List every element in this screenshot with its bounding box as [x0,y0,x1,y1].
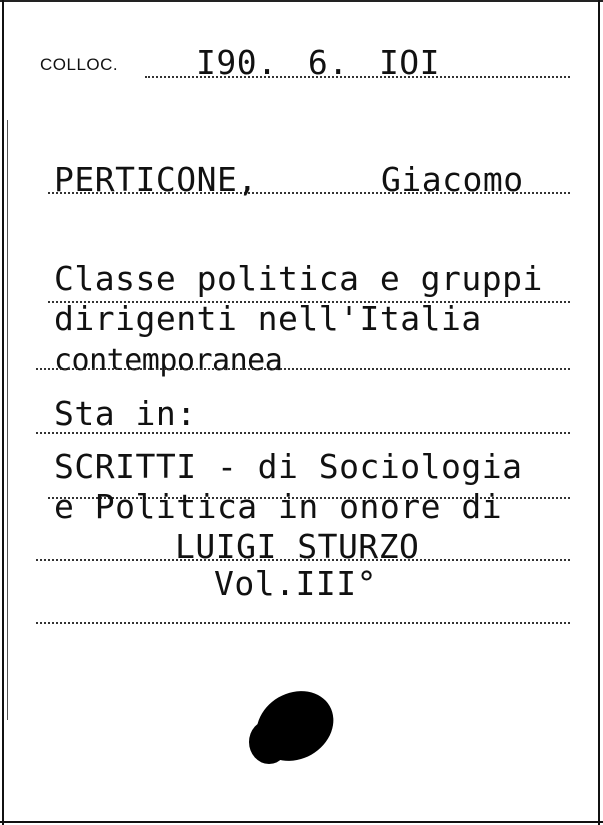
title-line-1: Classe politica e gruppi [54,259,543,298]
card-right-edge [598,0,600,825]
card-left-inner-edge [7,120,8,720]
source-line-1: SCRITTI - di Sociologia [54,447,523,486]
colloc-number: I90. 6. IOI [196,43,441,82]
in-rule [36,432,570,434]
colloc-label: COLLOC. [40,55,119,74]
author-given-name: Giacomo [381,160,524,199]
source-rule-3 [36,622,570,624]
title-line-3: contemporanea [54,343,283,378]
card-top-edge [0,0,603,2]
punch-hole [247,690,337,768]
contained-in-label: Sta in: [54,394,197,433]
card-bottom-edge [0,821,603,823]
author-surname: PERTICONE, [54,160,258,199]
title-rule-2 [36,368,570,370]
source-line-2: e Politica in onore di [54,487,503,526]
source-honoree: LUIGI STURZO [175,527,420,566]
card-left-edge [2,0,4,825]
title-line-2: dirigenti nell'Italia [54,299,482,338]
source-volume: Vol.III° [214,564,377,603]
